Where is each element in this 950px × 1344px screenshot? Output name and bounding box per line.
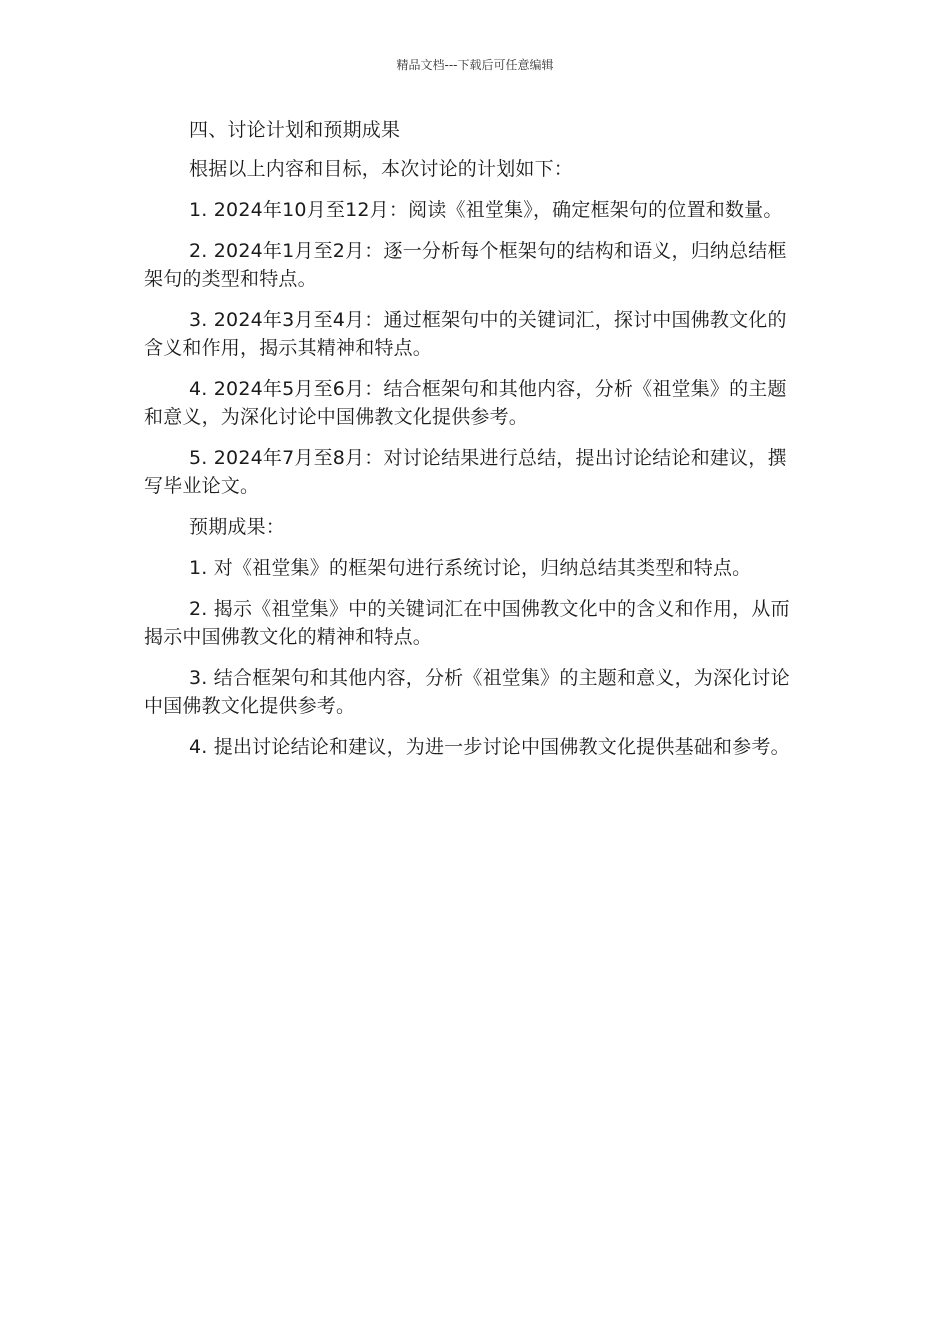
page-header: 精品文档---下载后可任意编辑 [396, 58, 554, 72]
section-title: 四、讨论计划和预期成果 [189, 119, 401, 141]
plan-intro: 根据以上内容和目标，本次讨论的计划如下： [189, 158, 574, 180]
plan-item: 4. 2024年5月至6月：结合框架句和其他内容，分析《祖堂集》的主题和意义，为深化讨论中国佛教文化提供参考。 [144, 378, 787, 428]
outcomes-label: 预期成果： [189, 516, 286, 538]
outcome-item: 4. 提出讨论结论和建议，为进一步讨论中国佛教文化提供基础和参考。 [189, 736, 790, 758]
outcome-item: 2. 揭示《祖堂集》中的关键词汇在中国佛教文化中的含义和作用，从而揭示中国佛教文化的精神和特点。 [144, 598, 790, 648]
outcome-item: 3. 结合框架句和其他内容，分析《祖堂集》的主题和意义，为深化讨论中国佛教文化提供参考。 [144, 667, 790, 717]
plan-item: 5. 2024年7月至8月：对讨论结果进行总结，提出讨论结论和建议，撰写毕业论文。 [144, 447, 787, 497]
plan-item: 1. 2024年10月至12月：阅读《祖堂集》，确定框架句的位置和数量。 [189, 199, 783, 221]
document-body [144, 116, 804, 774]
outcome-item: 1. 对《祖堂集》的框架句进行系统讨论，归纳总结其类型和特点。 [189, 557, 752, 579]
plan-item: 3. 2024年3月至4月：通过框架句中的关键词汇，探讨中国佛教文化的含义和作用，揭示其精神和特点。 [144, 309, 787, 359]
plan-item: 2. 2024年1月至2月：逐一分析每个框架句的结构和语义，归纳总结框架句的类型和特点。 [144, 240, 787, 290]
